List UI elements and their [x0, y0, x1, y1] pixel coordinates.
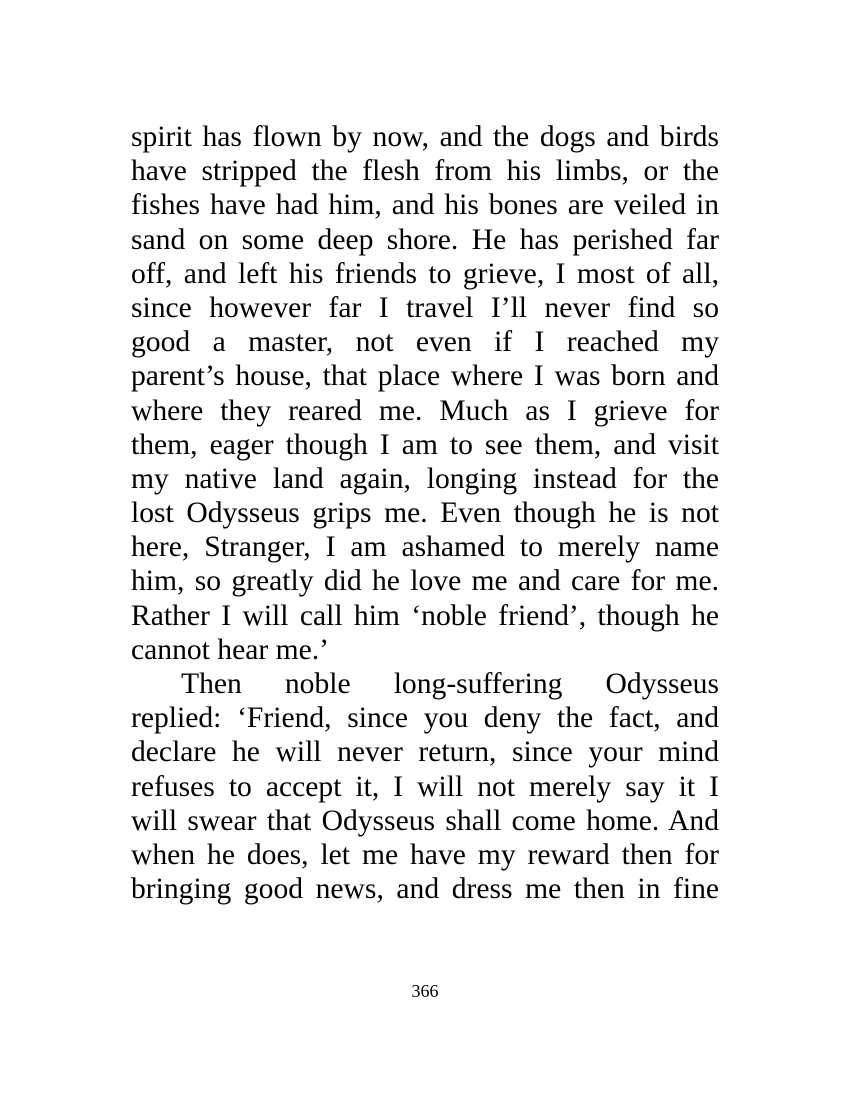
- text-line: bringing good news, and dress me then in fine: [131, 873, 719, 906]
- text-line: him, so greatly did he love me and care for me.: [131, 565, 719, 598]
- text-line: off, and left his friends to grieve, I most of all,: [131, 257, 719, 290]
- text-line: sand on some deep shore. He has perished far: [131, 223, 719, 256]
- text-line: here, Stranger, I am ashamed to merely name: [131, 531, 719, 564]
- text-line: them, eager though I am to see them, and visit: [131, 428, 719, 461]
- paragraph-end-line: cannot hear me.’: [131, 633, 330, 666]
- text-line: where they reared me. Much as I grieve for: [131, 394, 719, 427]
- text-line: have stripped the flesh from his limbs, or the: [131, 155, 719, 188]
- text-line: when he does, let me have my reward then for: [131, 838, 719, 871]
- page-number: 366: [411, 981, 439, 1001]
- text-line: good a master, not even if I reached my: [131, 326, 719, 359]
- text-line: fishes have had him, and his bones are veiled in: [131, 189, 719, 222]
- text-line: since however far I travel I’ll never find so: [131, 291, 719, 324]
- text-line: will swear that Odysseus shall come home. And: [131, 804, 719, 837]
- text-line: declare he will never return, since your mind: [131, 736, 719, 769]
- paragraph-start-line: Then noble long-suffering Odysseus: [181, 668, 719, 700]
- body-text: [131, 120, 719, 906]
- text-line: replied: ‘Friend, since you deny the fact, and: [131, 702, 719, 735]
- text-line: Rather I will call him ‘noble friend’, though he: [131, 599, 719, 632]
- text-line: lost Odysseus grips me. Even though he is not: [131, 497, 719, 530]
- text-line: parent’s house, that place where I was born and: [131, 360, 719, 393]
- text-line: my native land again, longing instead for the: [131, 462, 719, 495]
- text-line: refuses to accept it, I will not merely say it I: [131, 770, 719, 803]
- text-line: spirit has flown by now, and the dogs and birds: [131, 121, 719, 153]
